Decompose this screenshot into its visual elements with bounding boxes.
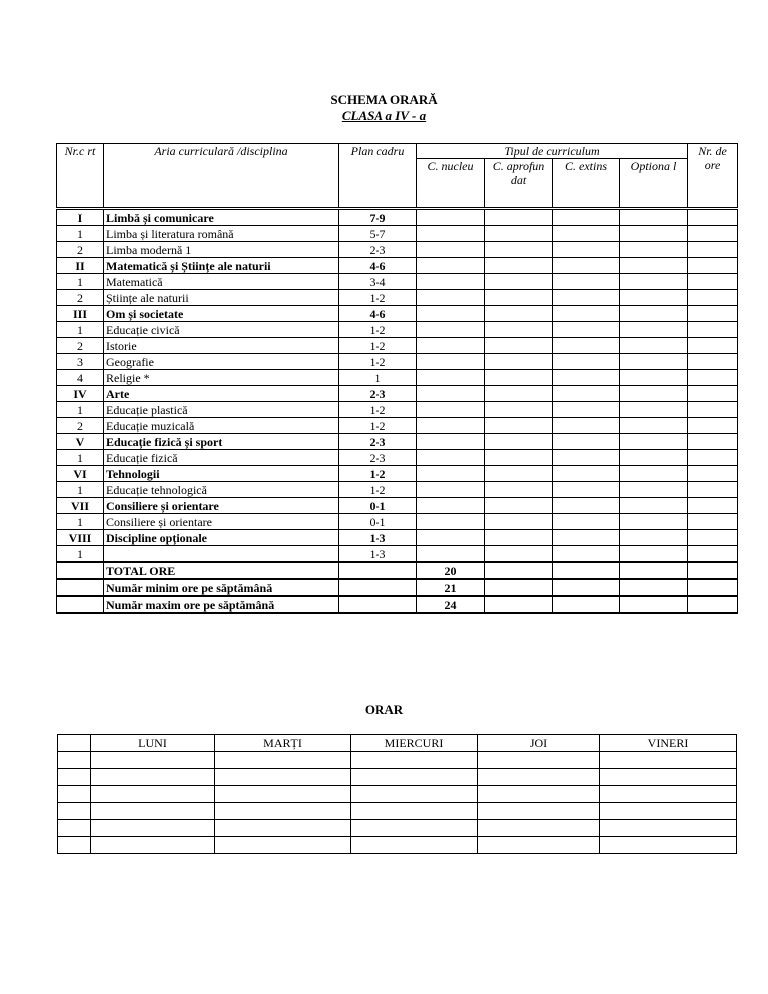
row-number: 1 (57, 322, 104, 338)
table-row (57, 226, 738, 242)
empty-cell (485, 418, 553, 434)
empty-cell (553, 579, 620, 596)
empty-cell (688, 450, 738, 466)
empty-cell (485, 498, 553, 514)
row-discipline: Matematică și Științe ale naturii (104, 258, 339, 274)
empty-cell (215, 769, 351, 786)
header-aria: Aria curriculară /disciplina (104, 144, 339, 209)
empty-cell (553, 209, 620, 226)
empty-cell (620, 290, 688, 306)
empty-cell (478, 837, 600, 854)
empty-cell (215, 786, 351, 803)
row-number: 2 (57, 290, 104, 306)
total-row (57, 579, 738, 596)
empty-cell (620, 596, 688, 613)
total-label: TOTAL ORE (104, 562, 339, 579)
empty-cell (417, 306, 485, 322)
document-subtitle: CLASA a IV - a (341, 108, 427, 123)
row-number: 1 (57, 482, 104, 498)
empty-cell (553, 354, 620, 370)
empty-cell (57, 562, 104, 579)
table-row (57, 514, 738, 530)
header-nucleu: C. nucleu (417, 159, 485, 209)
empty-cell (553, 482, 620, 498)
row-plan-cadru: 1-3 (339, 530, 417, 546)
empty-cell (620, 274, 688, 290)
empty-cell (351, 769, 478, 786)
empty-cell (620, 354, 688, 370)
row-plan-cadru: 4-6 (339, 306, 417, 322)
orar-row (58, 803, 737, 820)
empty-cell (478, 803, 600, 820)
empty-cell (351, 820, 478, 837)
group-row (57, 258, 738, 274)
row-plan-cadru: 1-2 (339, 418, 417, 434)
empty-cell (553, 274, 620, 290)
schema-body (57, 209, 738, 614)
row-number: III (57, 306, 104, 322)
total-row (57, 562, 738, 579)
table-row (57, 274, 738, 290)
row-number: 1 (57, 450, 104, 466)
empty-cell (620, 562, 688, 579)
day-header: LUNI (91, 735, 215, 752)
group-row (57, 306, 738, 322)
empty-cell (417, 546, 485, 563)
total-value: 21 (417, 579, 485, 596)
row-plan-cadru: 1-2 (339, 338, 417, 354)
empty-cell (417, 498, 485, 514)
row-plan-cadru: 3-4 (339, 274, 417, 290)
table-row (57, 546, 738, 563)
row-plan-cadru: 1-2 (339, 402, 417, 418)
empty-cell (620, 338, 688, 354)
row-discipline: Educație fizică (104, 450, 339, 466)
row-number: 3 (57, 354, 104, 370)
empty-cell (688, 530, 738, 546)
empty-cell (58, 752, 91, 769)
empty-cell (417, 370, 485, 386)
empty-cell (485, 530, 553, 546)
header-tip: Tipul de curriculum (417, 144, 688, 159)
orar-row (58, 752, 737, 769)
empty-cell (417, 418, 485, 434)
row-plan-cadru: 2-3 (339, 242, 417, 258)
empty-cell (351, 837, 478, 854)
empty-cell (91, 837, 215, 854)
empty-cell (553, 546, 620, 563)
row-discipline: Religie * (104, 370, 339, 386)
empty-cell (351, 803, 478, 820)
empty-cell (553, 242, 620, 258)
empty-cell (58, 735, 91, 752)
row-number: 2 (57, 418, 104, 434)
row-number: I (57, 209, 104, 226)
empty-cell (417, 354, 485, 370)
row-discipline: Limba și literatura română (104, 226, 339, 242)
group-row (57, 434, 738, 450)
empty-cell (417, 242, 485, 258)
empty-cell (620, 514, 688, 530)
orar-row (58, 837, 737, 854)
empty-cell (417, 290, 485, 306)
row-plan-cadru: 1-2 (339, 482, 417, 498)
empty-cell (620, 450, 688, 466)
row-discipline: Om și societate (104, 306, 339, 322)
empty-cell (553, 418, 620, 434)
row-discipline: Discipline opționale (104, 530, 339, 546)
empty-cell (553, 514, 620, 530)
empty-cell (485, 226, 553, 242)
empty-cell (688, 258, 738, 274)
empty-cell (417, 530, 485, 546)
empty-cell (417, 434, 485, 450)
orar-title: ORAR (364, 702, 404, 717)
total-value: 24 (417, 596, 485, 613)
empty-cell (485, 579, 553, 596)
document-title: SCHEMA ORARĂ (330, 92, 438, 107)
empty-cell (485, 322, 553, 338)
empty-cell (351, 786, 478, 803)
empty-cell (58, 820, 91, 837)
empty-cell (688, 546, 738, 563)
empty-cell (57, 579, 104, 596)
row-plan-cadru: 4-6 (339, 258, 417, 274)
empty-cell (688, 498, 738, 514)
empty-cell (417, 466, 485, 482)
empty-cell (485, 306, 553, 322)
empty-cell (620, 418, 688, 434)
row-plan-cadru: 2-3 (339, 434, 417, 450)
empty-cell (620, 209, 688, 226)
empty-cell (553, 530, 620, 546)
row-plan-cadru: 2-3 (339, 386, 417, 402)
empty-cell (620, 466, 688, 482)
empty-cell (553, 434, 620, 450)
group-row (57, 209, 738, 226)
empty-cell (417, 258, 485, 274)
orar-table (57, 734, 737, 854)
empty-cell (600, 820, 737, 837)
row-discipline: Consiliere și orientare (104, 498, 339, 514)
header-aprofundat: C. aprofun dat (485, 159, 553, 209)
row-discipline: Arte (104, 386, 339, 402)
day-header: MARȚI (215, 735, 351, 752)
empty-cell (620, 258, 688, 274)
empty-cell (91, 786, 215, 803)
row-discipline: Geografie (104, 354, 339, 370)
empty-cell (485, 514, 553, 530)
empty-cell (57, 596, 104, 613)
empty-cell (485, 450, 553, 466)
empty-cell (688, 596, 738, 613)
empty-cell (417, 226, 485, 242)
orar-row (58, 769, 737, 786)
day-header: JOI (478, 735, 600, 752)
row-number: 4 (57, 370, 104, 386)
empty-cell (688, 370, 738, 386)
empty-cell (417, 338, 485, 354)
row-discipline: Științe ale naturii (104, 290, 339, 306)
empty-cell (688, 322, 738, 338)
empty-cell (688, 226, 738, 242)
empty-cell (485, 370, 553, 386)
empty-cell (339, 579, 417, 596)
empty-cell (620, 434, 688, 450)
empty-cell (58, 803, 91, 820)
empty-cell (417, 514, 485, 530)
row-discipline: Educație civică (104, 322, 339, 338)
empty-cell (485, 242, 553, 258)
empty-cell (91, 752, 215, 769)
empty-cell (553, 466, 620, 482)
row-number: V (57, 434, 104, 450)
empty-cell (478, 752, 600, 769)
empty-cell (485, 354, 553, 370)
empty-cell (688, 466, 738, 482)
table-row (57, 370, 738, 386)
row-number: 1 (57, 514, 104, 530)
empty-cell (620, 498, 688, 514)
empty-cell (553, 450, 620, 466)
empty-cell (553, 370, 620, 386)
table-row (57, 354, 738, 370)
header-plan: Plan cadru (339, 144, 417, 209)
row-number: 1 (57, 546, 104, 563)
empty-cell (688, 209, 738, 226)
empty-cell (688, 338, 738, 354)
day-header: MIERCURI (351, 735, 478, 752)
empty-cell (417, 450, 485, 466)
empty-cell (553, 562, 620, 579)
empty-cell (600, 786, 737, 803)
empty-cell (351, 752, 478, 769)
empty-cell (485, 482, 553, 498)
empty-cell (553, 402, 620, 418)
row-plan-cadru: 2-3 (339, 450, 417, 466)
empty-cell (620, 370, 688, 386)
table-row (57, 482, 738, 498)
empty-cell (485, 434, 553, 450)
table-row (57, 242, 738, 258)
empty-cell (620, 546, 688, 563)
empty-cell (485, 466, 553, 482)
empty-cell (688, 418, 738, 434)
empty-cell (91, 820, 215, 837)
row-number: II (57, 258, 104, 274)
empty-cell (485, 338, 553, 354)
header-optional: Optiona l (620, 159, 688, 209)
empty-cell (688, 579, 738, 596)
row-number: 1 (57, 274, 104, 290)
row-plan-cadru: 1-3 (339, 546, 417, 563)
empty-cell (417, 402, 485, 418)
row-discipline: Educație tehnologică (104, 482, 339, 498)
empty-cell (688, 402, 738, 418)
total-label: Număr minim ore pe săptămână (104, 579, 339, 596)
empty-cell (688, 354, 738, 370)
schema-table (56, 143, 738, 614)
header-extins: C. extins (553, 159, 620, 209)
empty-cell (620, 579, 688, 596)
empty-cell (600, 837, 737, 854)
empty-cell (215, 803, 351, 820)
empty-cell (688, 434, 738, 450)
row-plan-cadru: 7-9 (339, 209, 417, 226)
row-number: VIII (57, 530, 104, 546)
empty-cell (417, 274, 485, 290)
empty-cell (688, 386, 738, 402)
group-row (57, 530, 738, 546)
header-nr-ore: Nr. de ore (688, 144, 738, 209)
empty-cell (553, 226, 620, 242)
row-number: 1 (57, 226, 104, 242)
empty-cell (620, 402, 688, 418)
empty-cell (620, 242, 688, 258)
empty-cell (688, 562, 738, 579)
empty-cell (553, 290, 620, 306)
total-label: Număr maxim ore pe săptămână (104, 596, 339, 613)
row-plan-cadru: 0-1 (339, 498, 417, 514)
row-plan-cadru: 0-1 (339, 514, 417, 530)
empty-cell (620, 226, 688, 242)
empty-cell (417, 322, 485, 338)
row-plan-cadru: 5-7 (339, 226, 417, 242)
empty-cell (485, 209, 553, 226)
empty-cell (58, 786, 91, 803)
empty-cell (553, 386, 620, 402)
empty-cell (485, 290, 553, 306)
empty-cell (478, 786, 600, 803)
empty-cell (417, 386, 485, 402)
header-nr: Nr.c rt (57, 144, 104, 209)
empty-cell (688, 306, 738, 322)
row-number: IV (57, 386, 104, 402)
empty-cell (58, 769, 91, 786)
row-number: 1 (57, 402, 104, 418)
empty-cell (620, 482, 688, 498)
empty-cell (688, 274, 738, 290)
empty-cell (688, 242, 738, 258)
row-number: 2 (57, 242, 104, 258)
empty-cell (215, 752, 351, 769)
total-row (57, 596, 738, 613)
row-discipline: Limbă și comunicare (104, 209, 339, 226)
orar-header-row (58, 735, 737, 752)
empty-cell (620, 386, 688, 402)
empty-cell (485, 546, 553, 563)
table-row (57, 290, 738, 306)
empty-cell (485, 386, 553, 402)
row-discipline: Educație plastică (104, 402, 339, 418)
orar-row (58, 820, 737, 837)
empty-cell (339, 562, 417, 579)
row-plan-cadru: 1-2 (339, 290, 417, 306)
empty-cell (485, 402, 553, 418)
row-plan-cadru: 1-2 (339, 354, 417, 370)
empty-cell (620, 322, 688, 338)
empty-cell (600, 752, 737, 769)
empty-cell (553, 306, 620, 322)
group-row (57, 498, 738, 514)
empty-cell (58, 837, 91, 854)
table-row (57, 450, 738, 466)
empty-cell (485, 258, 553, 274)
empty-cell (553, 596, 620, 613)
table-row (57, 338, 738, 354)
empty-cell (478, 820, 600, 837)
empty-cell (91, 803, 215, 820)
table-row (57, 322, 738, 338)
empty-cell (600, 769, 737, 786)
orar-row (58, 786, 737, 803)
empty-cell (478, 769, 600, 786)
empty-cell (215, 820, 351, 837)
row-discipline: Consiliere și orientare (104, 514, 339, 530)
empty-cell (417, 482, 485, 498)
day-header: VINERI (600, 735, 737, 752)
group-row (57, 386, 738, 402)
empty-cell (553, 498, 620, 514)
table-row (57, 418, 738, 434)
group-row (57, 466, 738, 482)
row-number: VII (57, 498, 104, 514)
row-number: VI (57, 466, 104, 482)
total-value: 20 (417, 562, 485, 579)
row-discipline: Istorie (104, 338, 339, 354)
empty-cell (417, 209, 485, 226)
row-discipline: Educație fizică și sport (104, 434, 339, 450)
empty-cell (688, 482, 738, 498)
empty-cell (600, 803, 737, 820)
empty-cell (339, 596, 417, 613)
empty-cell (620, 306, 688, 322)
empty-cell (688, 290, 738, 306)
row-plan-cadru: 1 (339, 370, 417, 386)
row-discipline: Tehnologii (104, 466, 339, 482)
row-discipline (104, 546, 339, 563)
empty-cell (91, 769, 215, 786)
empty-cell (485, 596, 553, 613)
orar-body (58, 735, 737, 854)
table-row (57, 402, 738, 418)
row-number: 2 (57, 338, 104, 354)
row-discipline: Educație muzicală (104, 418, 339, 434)
empty-cell (553, 258, 620, 274)
empty-cell (485, 562, 553, 579)
empty-cell (688, 514, 738, 530)
row-plan-cadru: 1-2 (339, 466, 417, 482)
empty-cell (215, 837, 351, 854)
row-discipline: Matematică (104, 274, 339, 290)
row-plan-cadru: 1-2 (339, 322, 417, 338)
empty-cell (553, 338, 620, 354)
empty-cell (485, 274, 553, 290)
empty-cell (553, 322, 620, 338)
empty-cell (620, 530, 688, 546)
row-discipline: Limba modernă 1 (104, 242, 339, 258)
